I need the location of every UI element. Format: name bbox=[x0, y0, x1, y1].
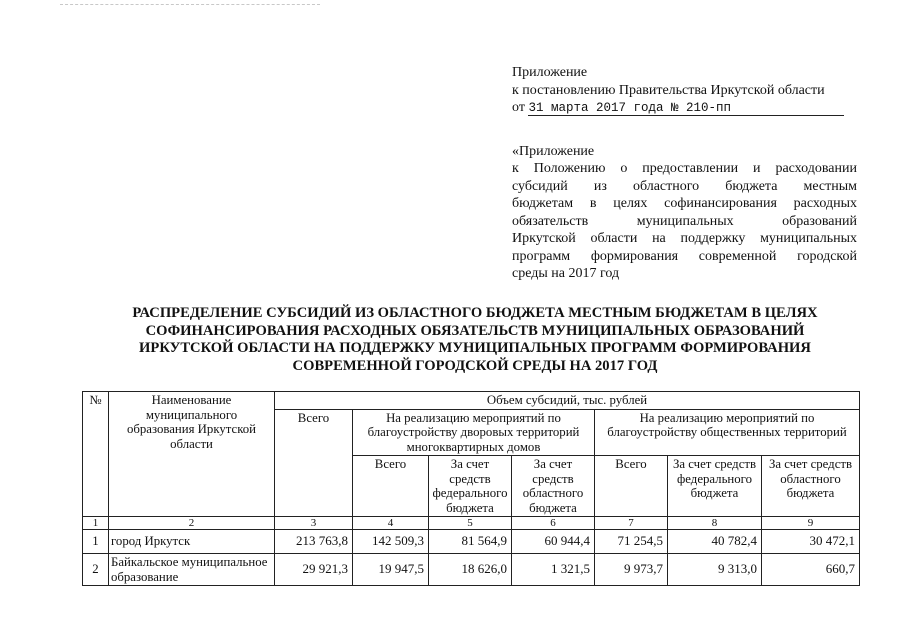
header-name: Наименование муниципального образования Иркутской области bbox=[109, 392, 275, 517]
yard-federal-value: 81 564,9 bbox=[429, 530, 512, 554]
header-volume: Объем субсидий, тыс. рублей bbox=[275, 392, 860, 410]
column-number: 6 bbox=[512, 517, 595, 530]
header-yard-regional: За счет средств областного бюджета bbox=[512, 456, 595, 517]
public-regional-value: 660,7 bbox=[762, 554, 860, 586]
heading-line: СОФИНАНСИРОВАНИЯ РАСХОДНЫХ ОБЯЗАТЕЛЬСТВ МУНИЦИПАЛЬНЫХ ОБРАЗОВАНИЙ bbox=[145, 322, 805, 339]
yard-total-value: 142 509,3 bbox=[353, 530, 429, 554]
yard-total-value: 19 947,5 bbox=[353, 554, 429, 586]
regulation-line: обязательств муниципальных образований bbox=[512, 213, 857, 229]
header-public-federal: За счет средств федерального бюджета bbox=[668, 456, 762, 517]
regulation-line: бюджетам в целях софинансирования расходных bbox=[512, 196, 857, 211]
quote-appendix-title: «Приложение bbox=[512, 143, 595, 159]
public-federal-value: 40 782,4 bbox=[668, 530, 762, 554]
public-total-value: 9 973,7 bbox=[595, 554, 668, 586]
row-number: 1 bbox=[83, 530, 109, 554]
subsidy-table bbox=[82, 391, 860, 586]
header-yard-federal: За счет средств федерального бюджета bbox=[429, 456, 512, 517]
heading-line: СОВРЕМЕННОЙ ГОРОДСКОЙ СРЕДЫ НА 2017 ГОД bbox=[292, 357, 658, 374]
heading-line: ИРКУТСКОЙ ОБЛАСТИ НА ПОДДЕРЖКУ МУНИЦИПАЛЬНЫХ ПРОГРАММ ФОРМИРОВАНИЯ bbox=[139, 340, 811, 356]
regulation-reference bbox=[512, 160, 857, 283]
order-prefix: от bbox=[512, 100, 525, 115]
total-value: 213 763,8 bbox=[275, 530, 353, 554]
column-number: 8 bbox=[668, 517, 762, 530]
header-public-total: Всего bbox=[595, 456, 668, 517]
heading-line: РАСПРЕДЕЛЕНИЕ СУБСИДИЙ ИЗ ОБЛАСТНОГО БЮДЖЕТА МЕСТНЫМ БЮДЖЕТАМ В ЦЕЛЯХ bbox=[132, 305, 818, 321]
yard-regional-value: 1 321,5 bbox=[512, 554, 595, 586]
public-regional-value: 30 472,1 bbox=[762, 530, 860, 554]
column-number: 3 bbox=[275, 517, 353, 530]
column-number: 2 bbox=[109, 517, 275, 530]
row-number: 2 bbox=[83, 554, 109, 586]
header-total: Всего bbox=[275, 409, 353, 517]
column-number: 5 bbox=[429, 517, 512, 530]
appendix-resolution: к постановлению Правительства Иркутской области bbox=[512, 82, 825, 98]
header-public-regional: За счет средств областного бюджета bbox=[762, 456, 860, 517]
appendix-order bbox=[512, 99, 857, 117]
yard-regional-value: 60 944,4 bbox=[512, 530, 595, 554]
column-number: 7 bbox=[595, 517, 668, 530]
header-no: № bbox=[83, 392, 109, 517]
header-courtyard: На реализацию мероприятий по благоустройству дворовых территорий многоквартирных домов bbox=[353, 409, 595, 456]
municipality-name: город Иркутск bbox=[109, 530, 275, 554]
public-federal-value: 9 313,0 bbox=[668, 554, 762, 586]
regulation-line: программ формирования современной городской bbox=[512, 248, 857, 264]
appendix-title: Приложение bbox=[512, 65, 588, 80]
yard-federal-value: 18 626,0 bbox=[429, 554, 512, 586]
public-total-value: 71 254,5 bbox=[595, 530, 668, 554]
column-number: 4 bbox=[353, 517, 429, 530]
regulation-line: Иркутской области на поддержку муниципальных bbox=[512, 231, 857, 246]
document-heading bbox=[95, 305, 855, 375]
order-date-number: 31 марта 2017 года № 210-пп bbox=[528, 101, 844, 116]
appendix-block bbox=[512, 64, 857, 283]
scan-edge-line bbox=[60, 4, 320, 5]
column-number: 9 bbox=[762, 517, 860, 530]
header-yard-total: Всего bbox=[353, 456, 429, 517]
header-public: На реализацию мероприятий по благоустройству общественных территорий bbox=[595, 409, 860, 456]
regulation-line: среды на 2017 год bbox=[512, 266, 620, 281]
table-row bbox=[83, 530, 860, 554]
regulation-line: субсидий из областного бюджета местным bbox=[512, 178, 857, 194]
total-value: 29 921,3 bbox=[275, 554, 353, 586]
municipality-name: Байкальское муниципальное образование bbox=[109, 554, 275, 586]
table-row bbox=[83, 554, 860, 586]
regulation-line: к Положению о предоставлении и расходовании bbox=[512, 161, 857, 176]
column-number: 1 bbox=[83, 517, 109, 530]
